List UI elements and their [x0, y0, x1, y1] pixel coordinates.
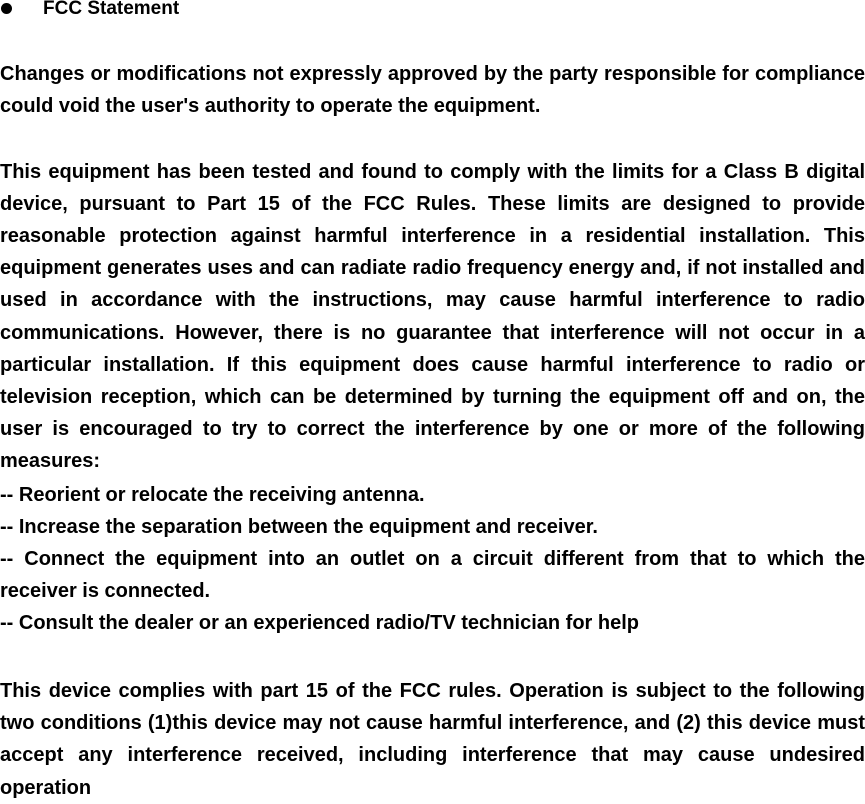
- measures-list: [0, 479, 865, 640]
- compliance-paragraph: This equipment has been tested and found to comply with the limits for a Class B digital device, pursuant to Part 15 of the FCC Rules. These limits are designed to provide reasonable protection against harmful interference in a residential installation. This equipment generates uses and can radiate radio frequency energy and, if not installed and used in accordance with the instructions, may cause harmful interference to radio communications. However, there is no guarantee that interference will not occur in a particular installation. If this equipment does cause harmful interference to radio or television reception, which can be determined by turning the equipment off and on, the user is encouraged to try to correct the interference by one or more of the following measures:: [0, 160, 865, 473]
- measure-item: -- Connect the equipment into an outlet on a circuit different from that to which the receiver is connected.: [0, 547, 865, 603]
- heading-row: [0, 0, 400, 20]
- section-heading: FCC Statement: [43, 0, 180, 19]
- bullet-icon: [1, 3, 12, 14]
- part15-conditions-paragraph: This device complies with part 15 of the FCC rules. Operation is subject to the following two conditions (1)this device may not cause harmful interference, and (2) this device must accept any interference received, including interference that may cause undesired operation: [0, 680, 865, 799]
- measure-item: -- Reorient or relocate the receiving antenna.: [0, 483, 425, 506]
- modifications-paragraph: Changes or modifications not expressly approved by the party responsible for compliance could void the user's authority to operate the equipment.: [0, 63, 865, 118]
- measure-item: -- Consult the dealer or an experienced radio/TV technician for help: [0, 612, 640, 635]
- measure-item: -- Increase the separation between the equipment and receiver.: [0, 515, 598, 538]
